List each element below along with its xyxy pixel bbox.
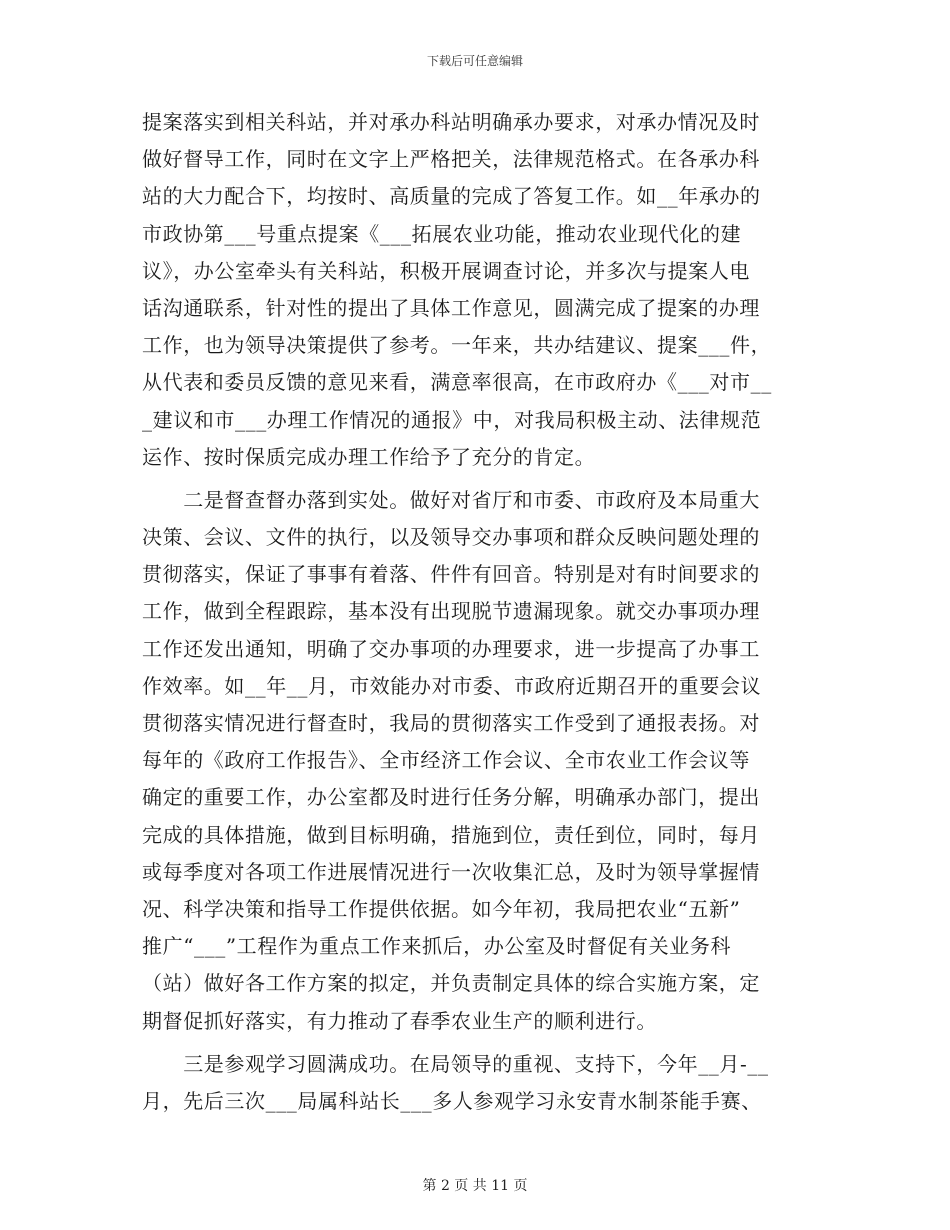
text-line: 贯彻落实情况进行督查时，我局的贯彻落实工作受到了通报表扬。对 <box>142 711 760 735</box>
text-line: 做好督导工作，同时在文字上严格把关，法律规范格式。在各承办科 <box>142 147 760 172</box>
text-line: 期督促抓好落实，有力推动了春季农业生产的顺利进行。 <box>142 1008 657 1033</box>
text-line: （站）做好各工作方案的拟定，并负责制定具体的综合实施方案，定 <box>142 971 760 996</box>
page-footer: 第 2 页 共 11 页 <box>422 1178 528 1194</box>
text-line: 三是参观学习圆满成功。在局领导的重视、支持下，今年__月-__ <box>142 1051 769 1076</box>
text-line: 提案落实到相关科站，并对承办科站明确承办要求，对承办情况及时 <box>142 110 760 134</box>
text-line: 作效率。如__年__月，市效能办对市委、市政府近期召开的重要会议 <box>142 673 762 698</box>
page-header: 下载后可任意编辑 <box>426 54 523 68</box>
text-line: 话沟通联系，针对性的提出了具体工作意见，圆满完成了提案的办理 <box>142 295 760 320</box>
paragraph-2 <box>142 482 806 1040</box>
text-line: 况、科学决策和指导工作提供依据。如今年初，我局把农业“五新” <box>142 896 741 921</box>
text-line: 决策、会议、文件的执行，以及领导交办事项和群众反映问题处理的 <box>142 525 760 550</box>
text-line: 工作，也为领导决策提供了参考。一年来，共办结建议、提案___件， <box>142 333 772 358</box>
text-line: 议》，办公室牵头有关科站，积极开展调查讨论，并多次与提案人电 <box>142 258 750 283</box>
paragraph-3 <box>142 1046 806 1120</box>
text-line: 二是督查督办落到实处。做好对省厅和市委、市政府及本局重大 <box>142 487 760 512</box>
text-line: 从代表和委员反馈的意见来看，满意率很高，在市政府办《___对市__ <box>142 370 772 395</box>
text-line: 完成的具体措施，做到目标明确，措施到位，责任到位，同时，每月 <box>142 822 760 847</box>
text-line: 贯彻落实，保证了事事有着落、件件有回音。特别是对有时间要求的 <box>142 562 760 587</box>
text-line: 推广“___”工程作为重点工作来抓后，办公室及时督促有关业务科 <box>142 934 732 959</box>
text-line: 运作、按时保质完成办理工作给予了充分的肯定。 <box>142 444 596 469</box>
text-line: 市政协第___号重点提案《___拓展农业功能，推动农业现代化的建 <box>142 221 742 246</box>
text-line: 站的大力配合下，均按时、高质量的完成了答复工作。如__年承办的 <box>142 184 761 209</box>
text-line: _建议和市___办理工作情况的通报》中，对我局积极主动、法律规范 <box>142 407 762 432</box>
text-line: 工作，做到全程跟踪，基本没有出现脱节遗漏现象。就交办事项办理 <box>142 599 760 624</box>
text-line: 每年的《政府工作报告》、全市经济工作会议、全市农业工作会议等 <box>142 748 750 773</box>
text-line: 月，先后三次___局属科站长___多人参观学习永安青水制茶能手赛、 <box>142 1088 762 1113</box>
text-line: 或每季度对各项工作进展情况进行一次收集汇总，及时为领导掌握情 <box>142 859 760 884</box>
paragraph-1 <box>142 104 806 476</box>
text-line: 确定的重要工作，办公室都及时进行任务分解，明确承办部门，提出 <box>142 785 760 810</box>
text-line: 工作还发出通知，明确了交办事项的办理要求，进一步提高了办事工 <box>142 636 760 661</box>
document-body <box>142 104 806 1120</box>
